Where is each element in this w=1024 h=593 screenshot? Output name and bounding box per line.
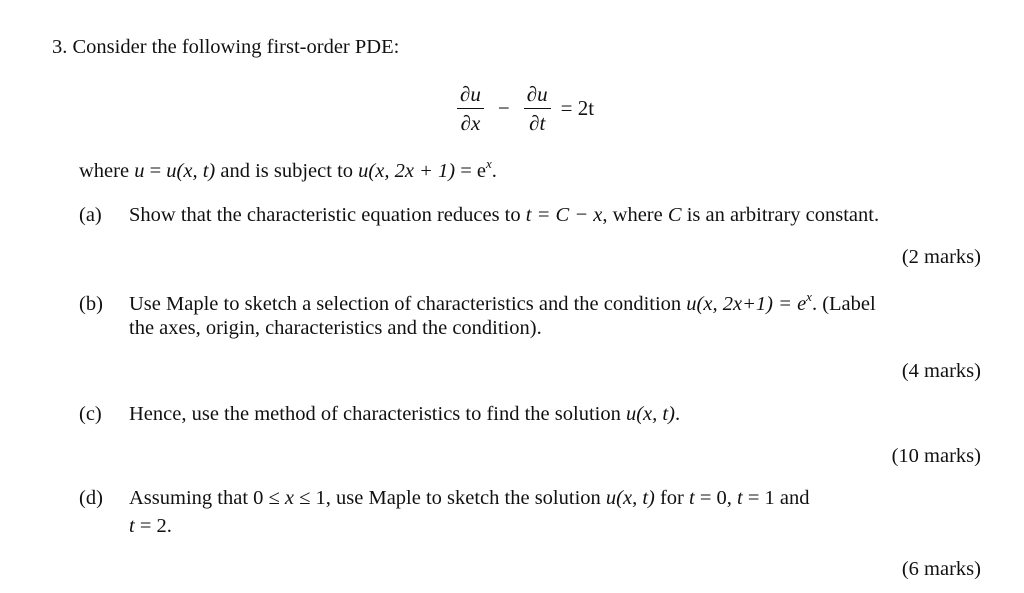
part-d-label: (d) [79, 487, 103, 509]
part-a: (a) Show that the characteristic equation reduces to t = C − x, where C is an arbitrary constant. [79, 204, 880, 226]
minus-sign: − [497, 96, 510, 120]
part-b-label: (b) [79, 293, 103, 315]
part-b: (b) Use Maple to sketch a selection of characteristics and the condition u(x, $2x+1) = e^x$. (Label [79, 289, 876, 315]
part-d: (d) Assuming that 0 ≤ x ≤ 1, use Maple to sketch the solution u(x, t) for t = 0, t = 1 and [79, 487, 810, 509]
part-d-marks: (6 marks) [901, 558, 981, 580]
du-dx-fraction: $\frac{\partial u}{\partial x}$ [457, 80, 484, 137]
part-c-label: (c) [79, 403, 102, 425]
part-a-marks: (2 marks) [901, 246, 981, 268]
pde-equation [455, 80, 594, 137]
part-b-marks: (4 marks) [901, 360, 981, 382]
part-c: (c) Hence, use the method of characteristics to find the solution u(x, t). [79, 403, 681, 425]
part-b-line2: the axes, origin, characteristics and the condition). [129, 317, 542, 339]
du-dt-fraction: $\frac{\partial u}{\partial t}$ [524, 80, 551, 137]
question-heading: 3. Consider the following first-order PDE: [52, 36, 400, 58]
part-d-line2: t = 2. [129, 515, 172, 537]
equation-rhs: = 2t [560, 96, 595, 120]
where-line: where u = u(x, t) and is subject to u(x, $2x + 1) = e^x$. [79, 156, 497, 182]
part-a-label: (a) [79, 204, 102, 226]
part-c-marks: (10 marks) [891, 445, 981, 467]
